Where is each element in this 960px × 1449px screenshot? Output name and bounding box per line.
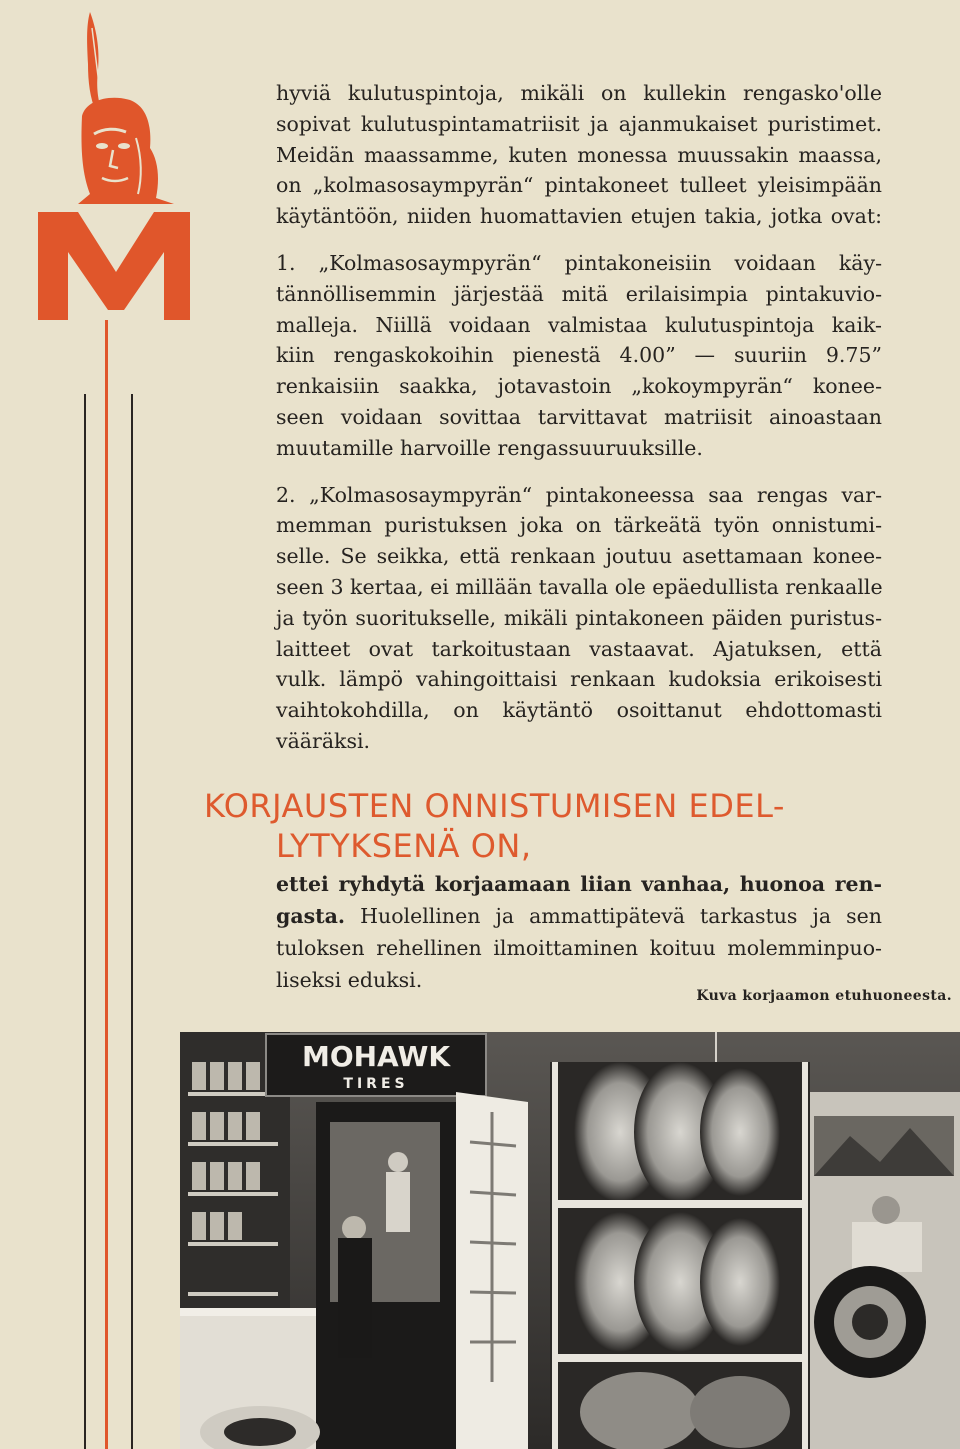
closing-bold: ettei ryhdytä korjaamaan liian vanhaa, huonoa ren- (276, 872, 882, 896)
closing-line: tuloksen rehellinen ilmoittaminen koituu molemminpuo- (276, 936, 882, 960)
point2-line: selle. Se seikka, että renkaan joutuu asettamaan konee- (276, 544, 882, 569)
heading-line-1: KORJAUSTEN ONNISTUMISEN EDEL- (204, 787, 785, 825)
photo-caption: Kuva korjaamon etuhuoneesta. (696, 988, 952, 1004)
section-heading (204, 786, 894, 866)
closing-bold: gasta. (276, 904, 346, 928)
point1-line: seen voidaan sovittaa tarvittavat matriisit ainoastaan (276, 404, 882, 429)
closing-text: Huolellinen ja ammattipätevä tarkastus ja sen (345, 904, 882, 928)
closing-line (276, 900, 882, 932)
point1-line: 1. „Kolmasosaympyrän“ pintakoneisiin voidaan käy- (276, 250, 882, 275)
heading-line-2: LYTYKSENÄ ON, (276, 827, 532, 865)
intro-line: hyviä kulutuspintoja, mikäli on kullekin rengasko'olle (276, 81, 882, 105)
point1-line: malleja. Niillä voidaan valmistaa kulutuspintoja kaik- (276, 312, 882, 337)
closing-line (276, 868, 882, 900)
closing-paragraph (276, 868, 882, 996)
intro-line: Meidän maassamme, kuten monessa muussakin maassa, (276, 142, 882, 167)
right-black-rule (131, 394, 133, 1449)
intro-line: on „kolmasosaympyrän“ pintakoneet tulleet yleisimpään (276, 173, 882, 198)
native-chief-head-icon (38, 8, 194, 324)
intro-line: sopivat kulutuspintamatriisit ja ajanmukaiset puristimet. (276, 111, 882, 136)
point1-line: tännöllisemmin järjestää mitä erilaisimpia pintakuvio- (276, 281, 882, 306)
left-black-rule (84, 394, 86, 1449)
point2-line: ja työn suoritukselle, mikäli pintakoneen päiden puristus- (276, 605, 882, 630)
repair-shop-photograph (180, 1032, 960, 1449)
point2-line: vulk. lämpö vahingoittaisi renkaan kudoksia erikoisesti (276, 667, 882, 692)
orange-vertical-rule (105, 320, 108, 1449)
point2-line: 2. „Kolmasosaympyrän“ pintakoneessa saa rengas var- (276, 482, 882, 507)
tires-sign-text: TIRES (343, 1076, 409, 1092)
point2-line: vaihtokohdilla, on käytäntö osoittanut ehdottomasti (276, 698, 882, 723)
mohawk-sign-text: MOHAWK (301, 1040, 451, 1073)
point1-line: muutamille harvoille rengassuuruuksille. (276, 435, 703, 460)
article-body (276, 78, 882, 757)
intro-line: käytäntöön, niiden huomattavien etujen takia, jotka ovat: (276, 204, 882, 229)
point1-line: renkaisiin saakka, jotavastoin „kokoympyrän“ konee- (276, 374, 882, 399)
point2-line: laitteet ovat tarkoitustaan vastaavat. Ajatuksen, että (276, 636, 882, 661)
point2-line: memman puristuksen joka on tärkeätä työn onnistumi- (276, 513, 882, 538)
mohawk-logo (38, 8, 194, 324)
point2-line: vääräksi. (276, 728, 371, 753)
point2-line: seen 3 kertaa, ei millään tavalla ole epäedullista renkaalle (276, 574, 883, 599)
closing-line: liseksi eduksi. (276, 968, 423, 992)
point1-line: kiin rengaskokoihin pienestä 4.00” — suuriin 9.75” (276, 343, 882, 368)
